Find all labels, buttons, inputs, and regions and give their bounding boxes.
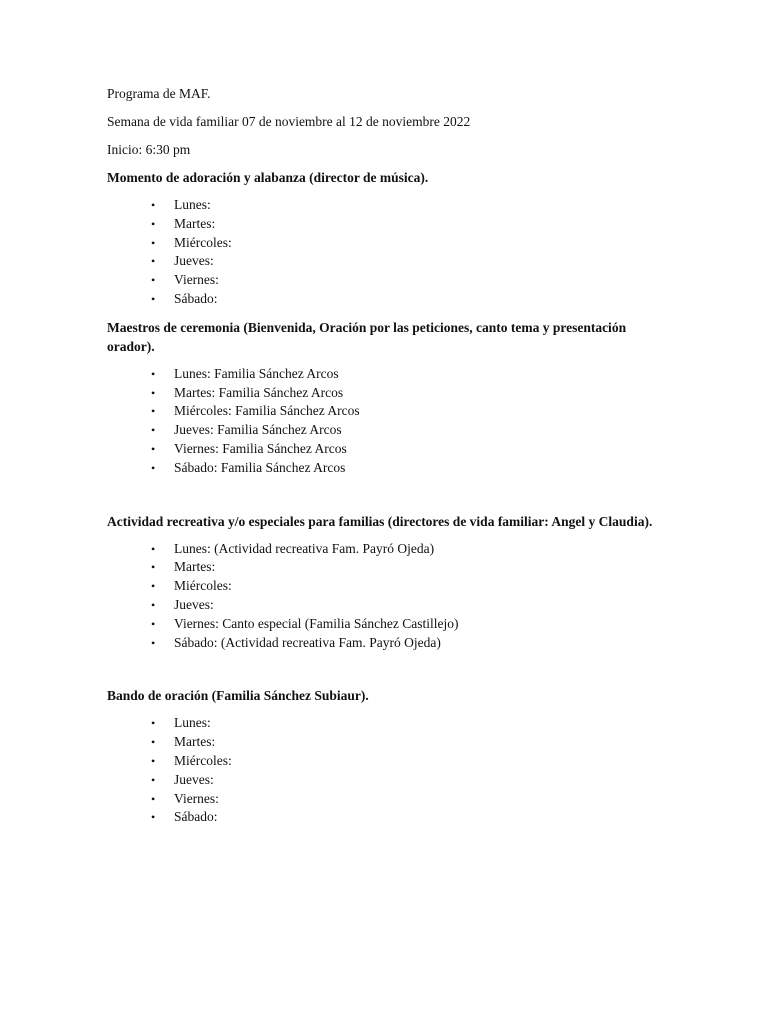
bullet-icon: • — [151, 198, 156, 212]
list-item — [107, 234, 667, 253]
section-heading-adoracion: Momento de adoración y alabanza (director de música). — [107, 170, 429, 185]
spacer — [107, 531, 667, 540]
list-item — [107, 634, 667, 653]
list-item — [107, 540, 667, 559]
list-item-text: Jueves: — [174, 771, 214, 787]
bullet-icon: • — [151, 460, 156, 475]
list-item — [107, 558, 667, 577]
bullet-icon: • — [151, 735, 156, 750]
list-item-text: Martes: Familia Sánchez Arcos — [174, 384, 344, 400]
list-item — [107, 714, 667, 733]
list-item — [107, 271, 667, 290]
document-title: Programa de MAF. — [107, 86, 211, 101]
bullet-icon: • — [151, 791, 156, 806]
section-heading-bando: Bando de oración (Familia Sánchez Subiaur). — [107, 688, 369, 704]
list-item-text: Miércoles: — [174, 578, 232, 594]
list-item — [107, 215, 667, 234]
spacer — [107, 356, 667, 365]
list-item — [107, 577, 667, 596]
list-item-text: Sábado: Familia Sánchez Arcos — [174, 459, 346, 475]
spacer — [107, 705, 667, 714]
list-item-text: Viernes: Canto especial (Familia Sánchez Castillejo) — [174, 615, 459, 631]
spacer — [107, 309, 667, 318]
list-item-text: Martes: — [174, 215, 216, 231]
bullet-icon: • — [151, 810, 156, 825]
section-list-maestros — [107, 365, 667, 478]
list-item-text: Jueves: — [174, 253, 214, 269]
list-item-text: Sábado: (Actividad recreativa Fam. Payró Ojeda) — [174, 634, 441, 650]
list-item — [107, 771, 667, 790]
list-item — [107, 808, 667, 827]
bullet-icon: • — [151, 541, 156, 556]
section-heading-maestros: Maestros de ceremonia (Bienvenida, Oración por las peticiones, canto tema y presentación orador). — [107, 319, 627, 354]
spacer — [107, 652, 667, 686]
bullet-icon: • — [151, 254, 156, 269]
bullet-icon: • — [151, 579, 156, 594]
list-item-text: Sábado: — [174, 809, 218, 825]
list-item-text: Lunes: — [174, 197, 211, 212]
list-item-text: Lunes: (Actividad recreativa Fam. Payró Ojeda) — [174, 540, 435, 556]
list-item — [107, 196, 667, 215]
list-item-text: Martes: — [174, 559, 216, 575]
list-item-text: Miércoles: — [174, 234, 232, 250]
bullet-icon: • — [151, 366, 156, 381]
list-item-text: Viernes: — [174, 790, 219, 806]
bullet-icon: • — [151, 385, 156, 400]
list-item-text: Viernes: Familia Sánchez Arcos — [174, 440, 347, 456]
bullet-icon: • — [151, 616, 156, 631]
bullet-icon: • — [151, 216, 156, 231]
bullet-icon: • — [151, 716, 156, 731]
section-list-actividad — [107, 540, 667, 653]
section-heading-actividad: Actividad recreativa y/o especiales para familias (directores de vida familiar: Angel y Claudia). — [107, 513, 653, 529]
bullet-icon: • — [151, 753, 156, 768]
week-line: Semana de vida familiar 07 de noviembre al 12 de noviembre 2022 — [107, 114, 471, 129]
list-item-text: Miércoles: — [174, 752, 232, 768]
document-page — [107, 84, 667, 827]
list-item — [107, 615, 667, 634]
list-item-text: Sábado: — [174, 290, 218, 306]
bullet-icon: • — [151, 291, 156, 306]
bullet-icon: • — [151, 597, 156, 612]
list-item-text: Martes: — [174, 734, 216, 750]
list-item — [107, 384, 667, 403]
list-item-text: Lunes: — [174, 715, 211, 731]
bullet-icon: • — [151, 441, 156, 456]
list-item-text: Jueves: Familia Sánchez Arcos — [174, 422, 342, 438]
section-list-bando — [107, 714, 667, 827]
list-item — [107, 365, 667, 384]
list-item — [107, 733, 667, 752]
bullet-icon: • — [151, 404, 156, 419]
list-item — [107, 459, 667, 478]
list-item — [107, 252, 667, 271]
bullet-icon: • — [151, 423, 156, 438]
list-item — [107, 752, 667, 771]
bullet-icon: • — [151, 635, 156, 650]
bullet-icon: • — [151, 273, 156, 288]
list-item — [107, 290, 667, 309]
list-item-text: Miércoles: Familia Sánchez Arcos — [174, 403, 360, 419]
section-list-adoracion — [107, 196, 667, 309]
list-item-text: Viernes: — [174, 272, 219, 288]
bullet-icon: • — [151, 235, 156, 250]
list-item — [107, 596, 667, 615]
list-item-text: Lunes: Familia Sánchez Arcos — [174, 365, 339, 381]
list-item — [107, 421, 667, 440]
list-item — [107, 790, 667, 809]
spacer — [107, 478, 667, 512]
list-item — [107, 440, 667, 459]
spacer — [107, 187, 667, 196]
bullet-icon: • — [151, 560, 156, 575]
list-item-text: Jueves: — [174, 596, 214, 612]
bullet-icon: • — [151, 772, 156, 787]
start-time-line: Inicio: 6:30 pm — [107, 142, 191, 157]
list-item — [107, 402, 667, 421]
